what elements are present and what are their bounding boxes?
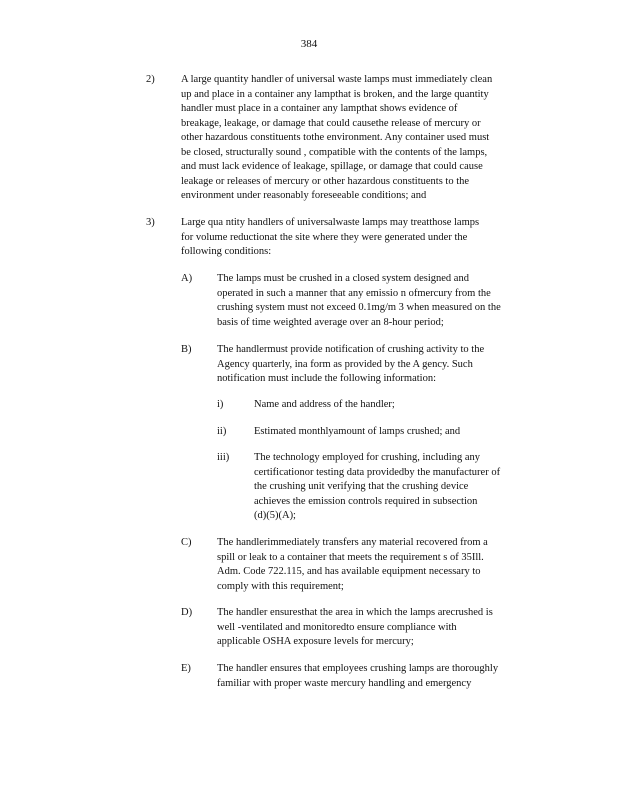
text-line: other hazardous constituents tothe environment. Any container used must	[181, 132, 490, 143]
text-line: spill or leak to a container that meets the requirement s of 35Ill.	[217, 552, 484, 563]
subitem-label: C)	[181, 537, 192, 548]
text-line: Name and address of the handler;	[254, 399, 395, 410]
text-line: breakage, leakage, or damage that could causethe release of mercury or	[181, 118, 481, 129]
text-line: following conditions:	[181, 246, 272, 257]
text-line: achieves the emission controls required in subsection	[254, 496, 478, 507]
subitem-label: iii)	[217, 452, 230, 463]
text-line: The handler ensures that employees crushing lamps are thoroughly	[217, 663, 499, 674]
text-line: comply with this requirement;	[217, 581, 344, 592]
text-line: The handlermust provide notification of crushing activity to the	[217, 344, 485, 355]
text-line: (d)(5)(A);	[254, 510, 296, 521]
text-line: Large qua ntity handlers of universalwaste lamps may treatthose lamps	[181, 217, 480, 228]
subitem-label: i)	[217, 399, 224, 410]
text-line: The lamps must be crushed in a closed system designed and	[217, 273, 469, 284]
text-line: up and place in a container any lampthat is broken, and the large quantity	[181, 89, 489, 100]
text-line: Agency quarterly, ina form as provided by the A gency. Such	[217, 359, 473, 370]
text-line: leakage or releases of mercury or other hazardous constituents to the	[181, 176, 470, 187]
subitem-label: A)	[181, 273, 193, 284]
text-line: crushing system must not exceed 0.1mg/m 3 when measured on the	[217, 302, 501, 313]
text-line: be closed, structurally sound , compatible with the contents of the lamps,	[181, 147, 488, 158]
text-line: notification must include the following information:	[217, 373, 437, 384]
text-line: the crushing unit verifying that the crushing device	[254, 481, 469, 492]
item-label: 3)	[146, 217, 155, 228]
subitem-label: D)	[181, 607, 193, 618]
text-line: Adm. Code 722.115, and has available equipment necessary to	[217, 566, 481, 577]
text-line: environment under reasonably foreseeable conditions; and	[181, 190, 427, 201]
text-line: The handler ensuresthat the area in which the lamps arecrushed is	[217, 607, 493, 618]
subitem-label: B)	[181, 344, 192, 355]
text-line: and must lack evidence of leakage, spillage, or damage that could cause	[181, 161, 483, 172]
text-line: familiar with proper waste mercury handling and emergency	[217, 678, 472, 689]
text-line: handler must place in a container any lampthat shows evidence of	[181, 103, 458, 114]
text-line: well -ventilated and monitoredto ensure compliance with	[217, 622, 457, 633]
text-line: basis of time weighted average over an 8-hour period;	[217, 317, 444, 328]
text-line: applicable OSHA exposure levels for mercury;	[217, 636, 414, 647]
text-line: The handlerimmediately transfers any material recovered from a	[217, 537, 488, 548]
text-line: certificationor testing data providedby the manufacturer of	[254, 467, 501, 478]
text-line: operated in such a manner that any emissio n ofmercury from the	[217, 288, 491, 299]
text-line: The technology employed for crushing, including any	[254, 452, 480, 463]
text-line: for volume reductionat the site where they were generated under the	[181, 232, 468, 243]
text-line: A large quantity handler of universal waste lamps must immediately clean	[181, 74, 493, 85]
item-label: 2)	[146, 74, 155, 85]
subitem-label: ii)	[217, 426, 227, 437]
text-line: Estimated monthlyamount of lamps crushed; and	[254, 426, 461, 437]
subitem-label: E)	[181, 663, 191, 674]
page-number: 384	[300, 38, 318, 50]
